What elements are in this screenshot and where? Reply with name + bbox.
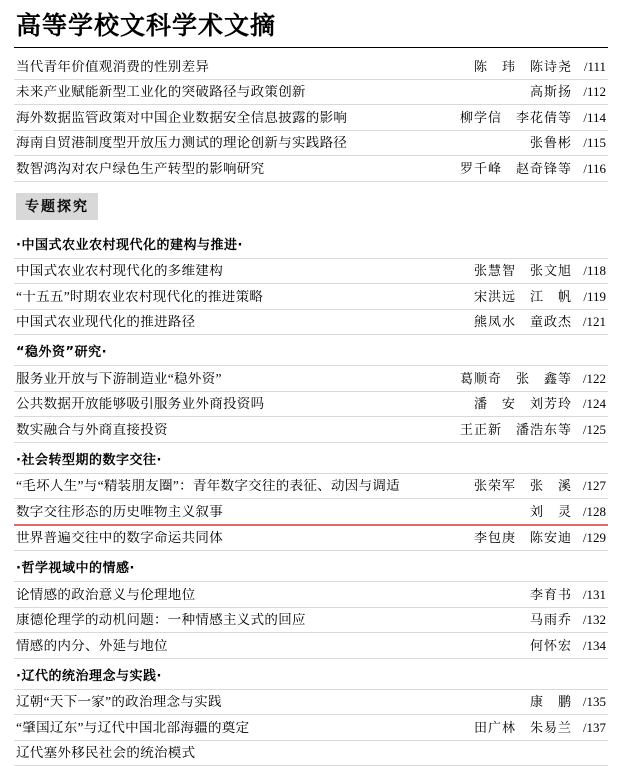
toc-entry-title: 未来产业赋能新型工业化的突破路径与政策创新 [16, 85, 306, 99]
subsection-heading: ·社会转型期的数字交往· [14, 443, 608, 474]
toc-entry-authors: 陈 玮 陈诗尧 [473, 58, 572, 74]
toc-entry-authors: 刘 灵 [529, 503, 572, 519]
subsection-heading: “稳外资”研究· [14, 335, 608, 366]
toc-entry[interactable] [14, 105, 608, 131]
toc-entry-authors: 高斯扬 [529, 84, 572, 100]
toc-entry[interactable] [14, 392, 608, 418]
toc-entry-title: 数智鸿沟对农户绿色生产转型的影响研究 [16, 161, 265, 176]
toc-entry-authors: 王正新 潘浩东等 [459, 421, 572, 437]
toc-entry-title: 论情感的政治意义与伦理地位 [16, 587, 196, 602]
toc-entry-authors: 潘 安 刘芳玲 [473, 396, 572, 412]
toc-entry-page-number: / 131 [576, 588, 606, 601]
toc-entry[interactable] [14, 474, 608, 500]
toc-entry-authors: 罗千峰 赵奇锋等 [459, 160, 572, 176]
toc-entry[interactable] [14, 715, 608, 741]
page-title: 高等学校文科学术文摘 [16, 11, 277, 40]
toc-entry-page-number: / 119 [576, 290, 606, 303]
toc-entry[interactable] [14, 156, 608, 182]
toc-entry[interactable] [14, 366, 608, 392]
toc-entry-page-number: / 129 [576, 531, 606, 544]
toc-entry-title: 公共数据开放能够吸引服务业外商投资吗 [16, 397, 265, 411]
toc-entry[interactable] [14, 499, 608, 526]
toc-entry[interactable] [14, 131, 608, 157]
toc-entry[interactable] [14, 310, 608, 336]
toc-entry-authors: 熊凤水 童政杰 [473, 314, 572, 330]
toc-entry-page-number: / 116 [576, 162, 606, 175]
toc-entry-page-number: / 128 [576, 505, 606, 518]
toc-entry-title: 中国式农业现代化的推进路径 [16, 315, 196, 329]
toc-entry-title: 情感的内分、外延与地位 [16, 638, 168, 653]
toc-entry-page-number: / 121 [576, 315, 606, 328]
toc-entry-page-number: / 115 [576, 136, 606, 149]
toc-entry-page-number: / 135 [576, 695, 606, 708]
toc-entry-page-number: / 137 [576, 721, 606, 734]
toc-entry-page-number: / 134 [576, 639, 606, 652]
toc-entry-page-number: / 122 [576, 372, 606, 385]
toc-entry-page-number: / 125 [576, 423, 606, 436]
toc-entry[interactable] [14, 526, 608, 552]
toc-entry-title: 服务业开放与下游制造业“稳外资” [16, 371, 222, 386]
toc-entry-authors: 柳学信 李花倩等 [459, 109, 572, 125]
toc-entry-title: 海南自贸港制度型开放压力测试的理论创新与实践路径 [16, 136, 348, 150]
toc-entry-title: 世界普遍交往中的数字命运共同体 [16, 531, 223, 545]
toc-entry-title: 当代青年价值观消费的性别差异 [16, 59, 210, 74]
toc-entry-page-number: / 127 [576, 479, 606, 492]
toc-entry[interactable] [14, 633, 608, 659]
toc-entry[interactable] [14, 582, 608, 608]
toc-entry-title: 康德伦理学的动机问题：一种情感主义式的回应 [16, 613, 306, 627]
toc-entry-authors: 张鲁彬 [529, 135, 572, 151]
toc-entry-authors: 李包庚 陈安迪 [473, 530, 572, 546]
toc-entry-title: 中国式农业农村现代化的多维建构 [16, 264, 223, 278]
subsection-heading: ·辽代的统治理念与实践· [14, 659, 608, 690]
toc-entry-title: “十五五”时期农业农村现代化的推进策略 [16, 289, 264, 304]
toc-entry-title: “毛坏人生”与“精装朋友圈”：青年数字交往的表征、动因与调适 [16, 479, 400, 493]
toc-entry-title: 辽朝“天下一家”的政治理念与实践 [16, 695, 222, 709]
toc-entry-authors: 李育书 [529, 586, 572, 602]
toc-entry-page-number: / 132 [576, 613, 606, 626]
toc-entry-authors: 康 鹏 [529, 694, 572, 710]
toc-entry-title: 数字交往形态的历史唯物主义叙事 [16, 504, 223, 519]
toc-entry-page-number: / 112 [576, 85, 606, 98]
toc-entry[interactable] [14, 417, 608, 443]
toc-entry-title: 辽代塞外移民社会的统治模式 [16, 746, 196, 760]
toc-entry-page-number: / 111 [576, 60, 606, 73]
toc-entry[interactable] [14, 284, 608, 310]
toc-entry-authors: 宋洪远 江 帆 [473, 288, 572, 304]
toc-entry-page-number: / 124 [576, 397, 606, 410]
toc-entry[interactable] [14, 608, 608, 634]
toc-entry-page-number: / 118 [576, 264, 606, 277]
subsection-heading: ·中国式农业农村现代化的建构与推进· [14, 228, 608, 259]
toc-entry-title: “肇国辽东”与辽代中国北部海疆的奠定 [16, 720, 250, 735]
toc-entry-authors: 葛顺奇 张 鑫等 [459, 370, 572, 386]
toc-entry-page-number: / 114 [576, 111, 606, 124]
toc-entry-title: 数实融合与外商直接投资 [16, 422, 168, 437]
toc-entry-authors: 张荣军 张 溪 [473, 478, 572, 494]
title-divider [14, 47, 608, 48]
section-heading-row [14, 182, 608, 228]
subsection-heading: ·哲学视域中的情感· [14, 551, 608, 582]
toc-entry-authors: 张慧智 张文旭 [473, 263, 572, 279]
toc-entry-authors: 何怀宏 [529, 637, 572, 653]
table-of-contents [14, 54, 608, 766]
toc-entry-title: 海外数据监管政策对中国企业数据安全信息披露的影响 [16, 110, 348, 125]
toc-entry-authors: 田广林 朱易兰 [473, 719, 572, 735]
toc-entry[interactable] [14, 741, 608, 766]
toc-entry[interactable] [14, 80, 608, 106]
section-heading-tag: 专题探究 [16, 193, 98, 220]
toc-entry[interactable] [14, 690, 608, 716]
toc-entry-authors: 马雨乔 [529, 612, 572, 628]
toc-entry[interactable] [14, 54, 608, 80]
toc-entry[interactable] [14, 259, 608, 285]
